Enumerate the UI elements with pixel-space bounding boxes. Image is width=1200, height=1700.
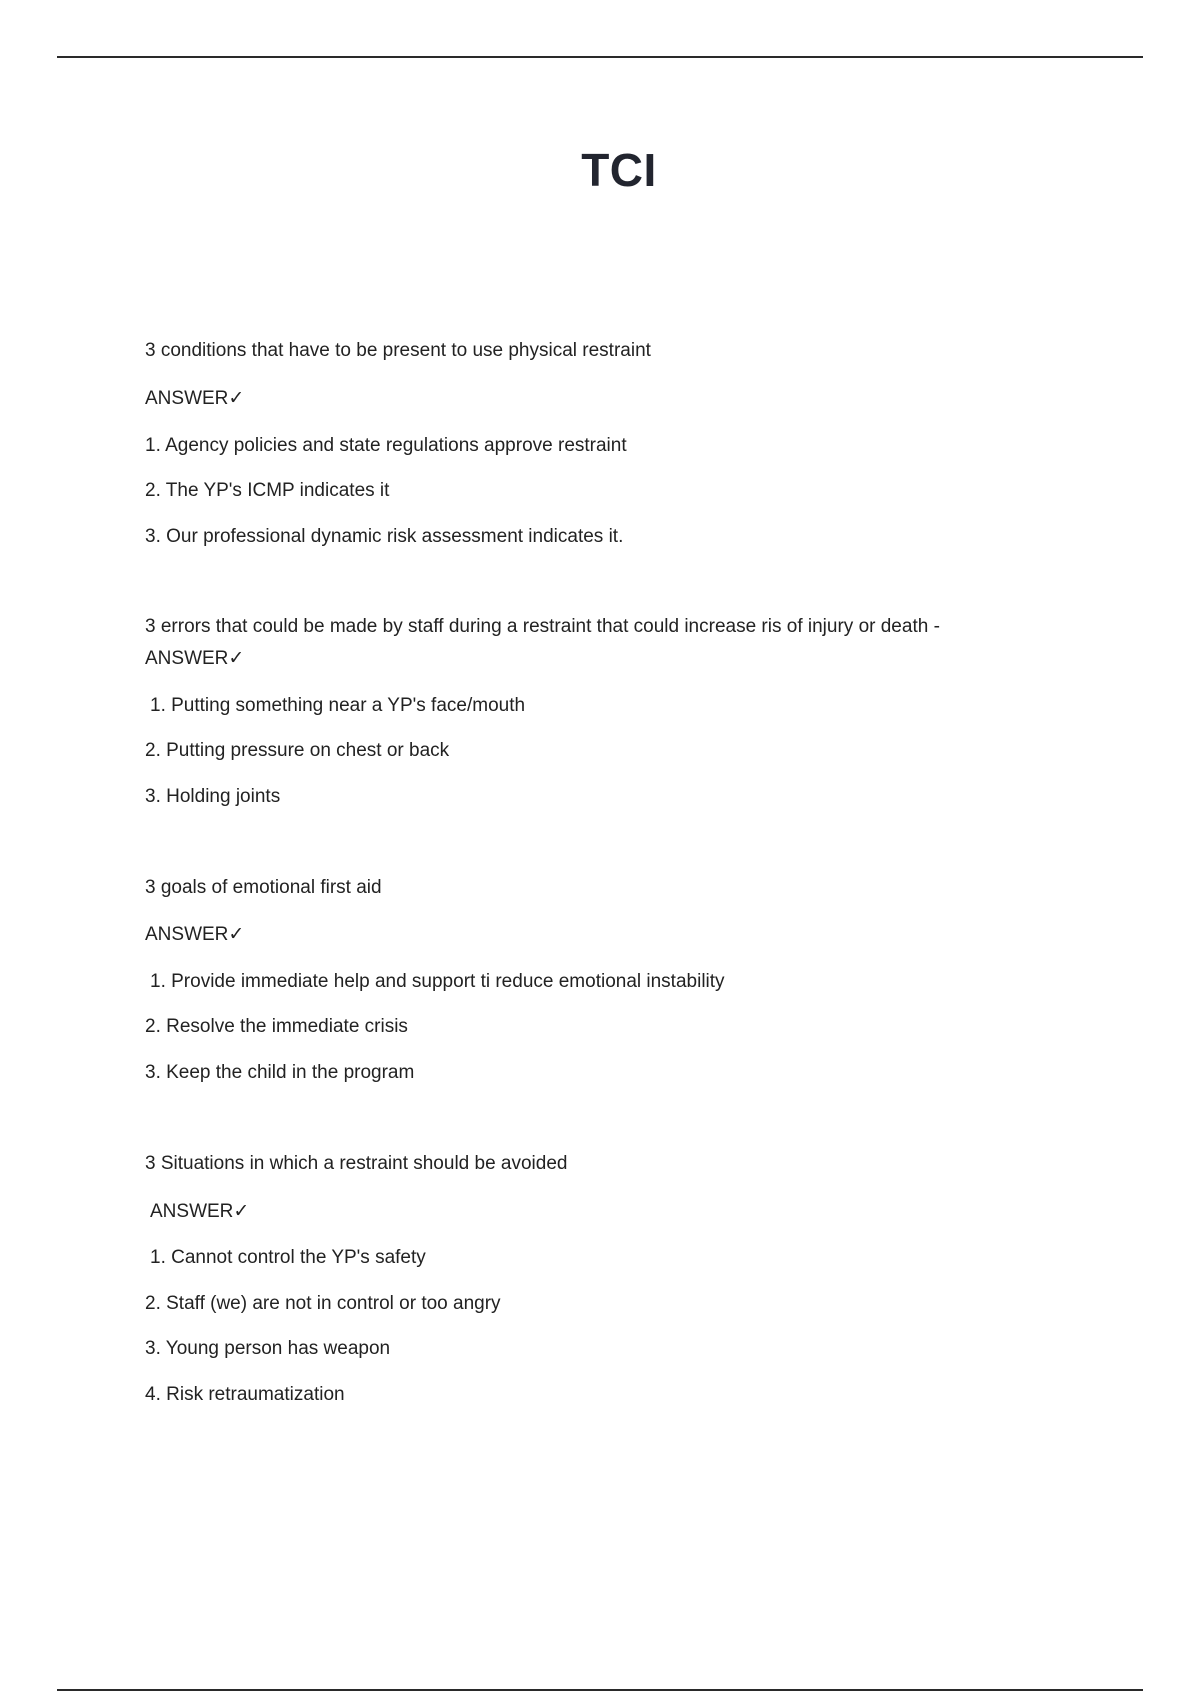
question-3: 3 goals of emotional first aid: [145, 877, 382, 898]
answer-3-item-2: 2. Resolve the immediate crisis: [145, 1016, 408, 1037]
answer-2-item-2: 2. Putting pressure on chest or back: [145, 740, 450, 761]
answer-1-item-3: 3. Our professional dynamic risk assessment indicates it.: [145, 526, 624, 547]
answer-4-item-3: 3. Young person has weapon: [145, 1338, 391, 1359]
answer-2-item-3: 3. Holding joints: [145, 786, 281, 807]
answer-4-item-1: 1. Cannot control the YP's safety: [150, 1247, 426, 1268]
question-4: 3 Situations in which a restraint should be avoided: [145, 1153, 568, 1174]
answer-label-1: ANSWER✓: [145, 388, 245, 409]
page-title-text: TCI: [581, 144, 657, 196]
answer-3-item-1: 1. Provide immediate help and support ti reduce emotional instability: [150, 971, 725, 992]
top-divider: [57, 56, 1143, 58]
answer-1-item-1: 1. Agency policies and state regulations approve restraint: [145, 435, 627, 456]
answer-label-3: ANSWER✓: [145, 924, 245, 945]
answer-3-item-3: 3. Keep the child in the program: [145, 1062, 415, 1083]
answer-2-item-1: 1. Putting something near a YP's face/mouth: [150, 695, 526, 716]
answer-label-4: ANSWER✓: [150, 1201, 250, 1222]
answer-4-item-4: 4. Risk retraumatization: [145, 1384, 345, 1405]
question-1: 3 conditions that have to be present to use physical restraint: [145, 340, 651, 361]
page-title: [0, 142, 1200, 198]
bottom-divider: [57, 1689, 1143, 1691]
answer-1-item-2: 2. The YP's ICMP indicates it: [145, 480, 390, 501]
answer-4-item-2: 2. Staff (we) are not in control or too angry: [145, 1293, 501, 1314]
question-2: 3 errors that could be made by staff during a restraint that could increase ris of injury or death -: [145, 616, 940, 637]
answer-label-2: ANSWER✓: [145, 648, 245, 669]
